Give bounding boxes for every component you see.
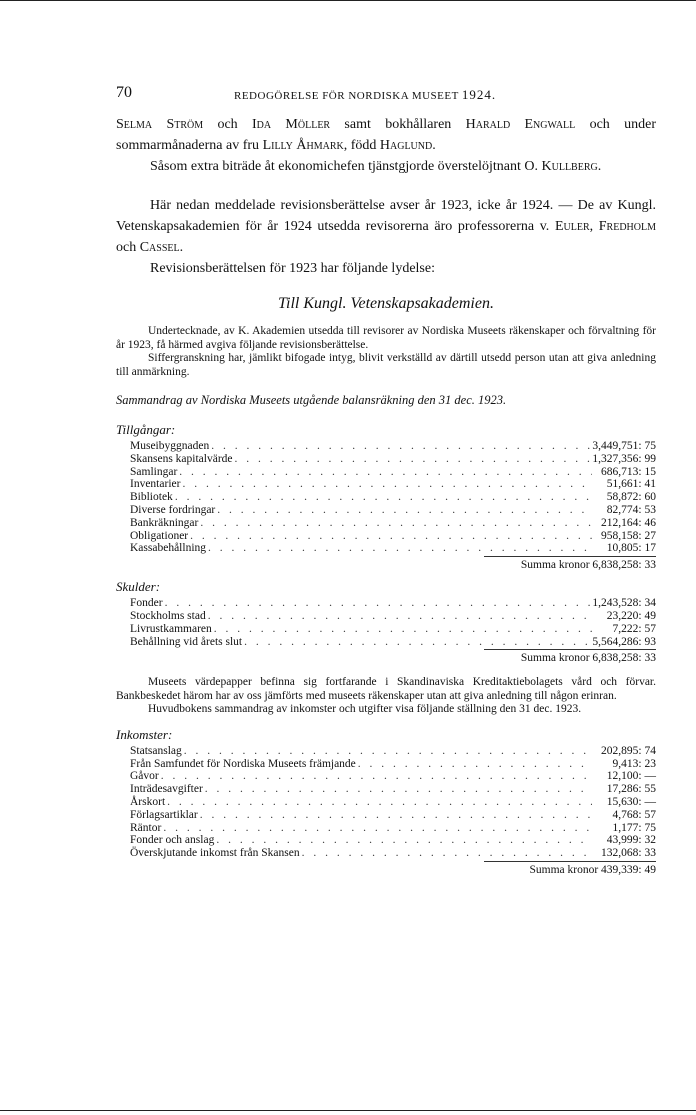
list-item: Samlingar . . . 686,713: 15 bbox=[116, 466, 656, 479]
top-rule bbox=[0, 0, 696, 1]
balance-title: Sammandrag av Nordiska Museets utgående balansräkning den 31 dec. 1923. bbox=[116, 393, 507, 407]
running-title: REDOGÖRELSE FÖR NORDISKA MUSEET 1924. bbox=[234, 87, 497, 102]
list-item: Obligationer . . . 958,158: 27 bbox=[116, 530, 656, 543]
list-item: Bibliotek . . . 58,872: 60 bbox=[116, 491, 656, 504]
list-item: Bankräkningar . . . 212,164: 46 bbox=[116, 517, 656, 530]
income-list bbox=[116, 745, 656, 860]
list-item: Gåvor . . . 12,100: — bbox=[116, 770, 656, 783]
page-number: 70 bbox=[116, 84, 132, 101]
intro-paragraph-lydelse: Revisionsberättelsen för 1923 har följande lydelse: bbox=[150, 261, 435, 276]
list-item: Årskort . . . 15,630: — bbox=[116, 796, 656, 809]
bottom-rule bbox=[0, 1110, 696, 1111]
securities-paragraph: Museets värdepapper befinna sig fortfarande i Skandinaviska Kreditaktiebolagets vård och förvar. Bankbeskedet härom har av oss jämförts med museets räkenskaper utan att giva anledning till någon erinran. bbox=[116, 676, 656, 702]
list-item: Förlagsartiklar . . . 4,768: 57 bbox=[116, 809, 656, 822]
liabilities-list bbox=[116, 597, 656, 648]
assets-sum: Summa kronor 6,838,258: 33 bbox=[484, 556, 656, 571]
list-item: Stockholms stad . . . 23,220: 49 bbox=[116, 610, 656, 623]
list-item: Statsanslag . . . 202,895: 74 bbox=[116, 745, 656, 758]
intro-paragraph-extra: Såsom extra biträde åt ekonomichefen tjänstgjorde överstelöjtnant O. Kullberg. bbox=[150, 159, 602, 174]
list-item: Museibyggnaden . . . 3,449,751: 75 bbox=[116, 440, 656, 453]
letter-address: Till Kungl. Vetenskapsakademien. bbox=[278, 295, 494, 312]
intro-paragraph-staff: Selma Ström och Ida Möller samt bokhållaren Harald Engwall och under sommarmånaderna av fru Lilly Åhmark, född Haglund. bbox=[116, 117, 657, 153]
list-item: Räntor . . . 1,177: 75 bbox=[116, 822, 656, 835]
liabilities-heading: Skulder: bbox=[116, 579, 161, 595]
assets-list bbox=[116, 440, 656, 555]
letter-paragraph-1: Undertecknade, av K. Akademien utsedda till revisorer av Nordiska Museets räkenskaper och förvaltning för år 1923, få härmed avgiva följande revisionsberättelse. bbox=[116, 325, 656, 351]
intro-paragraph-revision: Här nedan meddelade revisionsberättelse avser år 1923, icke år 1924. — De av Kungl. Vetenskapsakademien för år 1924 utsedda revisorerna äro professorerna v. Euler, Fredholm och Cassel. bbox=[116, 198, 656, 255]
income-sum: Summa kronor 439,339: 49 bbox=[484, 861, 656, 876]
liabilities-sum: Summa kronor 6,838,258: 33 bbox=[484, 649, 656, 664]
ledger-paragraph: Huvudbokens sammandrag av inkomster och utgifter visa följande ställning den 31 dec. 1923. bbox=[148, 703, 582, 716]
list-item: Överskjutande inkomst från Skansen . . . 132,068: 33 bbox=[116, 847, 656, 860]
list-item: Från Samfundet för Nordiska Museets främjande . . . 9,413: 23 bbox=[116, 758, 656, 771]
list-item: Livrustkammaren . . . 7,222: 57 bbox=[116, 623, 656, 636]
list-item: Fonder . . . 1,243,528: 34 bbox=[116, 597, 656, 610]
page bbox=[116, 84, 656, 876]
list-item: Inventarier . . . 51,661: 41 bbox=[116, 478, 656, 491]
page-header bbox=[116, 84, 656, 106]
letter-paragraph-2: Siffergranskning har, jämlikt bifogade intyg, blivit verkställd av därtill utsedd person utan att giva anledning till anmärkning. bbox=[116, 352, 656, 378]
income-heading: Inkomster: bbox=[116, 726, 173, 742]
list-item: Behållning vid årets slut . . . 5,564,286: 93 bbox=[116, 636, 656, 649]
list-item: Kassabehållning . . . 10,805: 17 bbox=[116, 542, 656, 555]
running-year: 1924. bbox=[461, 87, 497, 102]
list-item: Inträdesavgifter . . . 17,286: 55 bbox=[116, 783, 656, 796]
assets-heading: Tillgångar: bbox=[116, 422, 176, 437]
list-item: Diverse fordringar . . . 82,774: 53 bbox=[116, 504, 656, 517]
list-item: Skansens kapitalvärde . . . 1,327,356: 99 bbox=[116, 453, 656, 466]
list-item: Fonder och anslag . . . 43,999: 32 bbox=[116, 834, 656, 847]
